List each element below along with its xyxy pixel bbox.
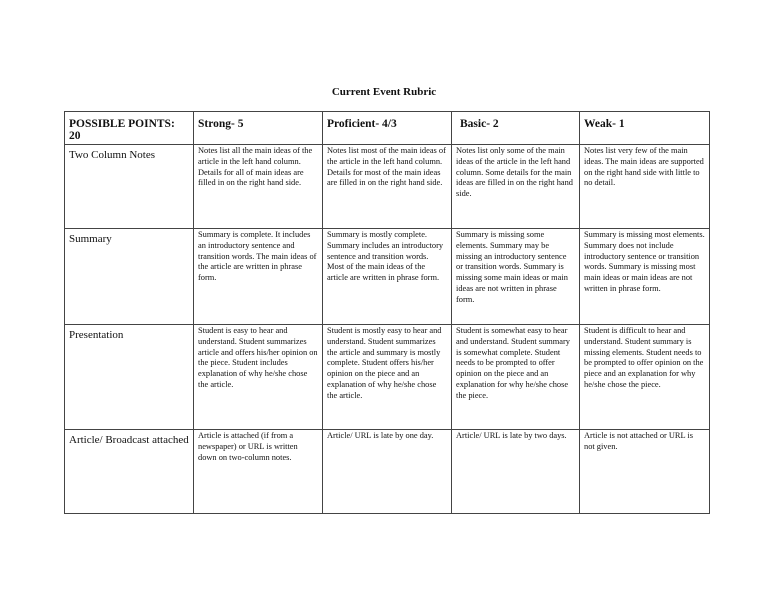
basic-cell: Notes list only some of the main ideas of the article in the left hand column. Some details for the main ideas are filled in on the right hand side. [452, 145, 580, 229]
criterion-cell: Article/ Broadcast attached [65, 430, 194, 514]
table-row [65, 145, 710, 229]
basic-cell: Summary is missing some elements. Summary may be missing an introductory sentence or transition words. Summary is missing some main ideas or main ideas are not written in phrase form. [452, 229, 580, 325]
strong-cell: Summary is complete. It includes an introductory sentence and transition words. The main ideas of the article are written in phrase form. [194, 229, 323, 325]
weak-cell: Student is difficult to hear and understand. Student summary is missing elements. Student needs to be prompted to offer opinion on the piece and an explanation for why he/she chose the piece. [580, 325, 710, 430]
basic-cell: Article/ URL is late by two days. [452, 430, 580, 514]
header-basic: Basic- 2 [452, 112, 580, 145]
proficient-cell: Summary is mostly complete. Summary includes an introductory sentence and transition words. Most of the main ideas of the article are written in phrase form. [323, 229, 452, 325]
criterion-cell: Summary [65, 229, 194, 325]
weak-cell: Article is not attached or URL is not given. [580, 430, 710, 514]
criterion-cell: Presentation [65, 325, 194, 430]
strong-cell: Notes list all the main ideas of the article in the left hand column. Details for all of main ideas are filled in on the right hand side. [194, 145, 323, 229]
proficient-cell: Article/ URL is late by one day. [323, 430, 452, 514]
header-row [65, 112, 710, 145]
strong-cell: Article is attached (if from a newspaper) or URL is written down on two-column notes. [194, 430, 323, 514]
criterion-cell: Two Column Notes [65, 145, 194, 229]
header-strong: Strong- 5 [194, 112, 323, 145]
page-title: Current Event Rubric [331, 86, 437, 98]
basic-cell: Student is somewhat easy to hear and understand. Student summary is somewhat complete. Student needs to be prompted to offer opinion on the piece and an explanation for why he/she chose the piece. [452, 325, 580, 430]
table-row [65, 325, 710, 430]
proficient-cell: Student is mostly easy to hear and understand. Student summarizes the article and summary is mostly complete. Student offers his/her opinion on the piece and an explanation of why he/she chose the article. [323, 325, 452, 430]
table-row [65, 229, 710, 325]
weak-cell: Notes list very few of the main ideas. The main ideas are supported on the right hand side with little to no detail. [580, 145, 710, 229]
header-weak: Weak- 1 [580, 112, 710, 145]
header-possible-points: POSSIBLE POINTS: 20 [65, 112, 194, 145]
weak-cell: Summary is missing most elements. Summary does not include introductory sentence or transition words. Summary is missing most main ideas or main ideas are not written in phrase form. [580, 229, 710, 325]
header-proficient: Proficient- 4/3 [323, 112, 452, 145]
rubric-table [64, 111, 710, 514]
table-row [65, 430, 710, 514]
proficient-cell: Notes list most of the main ideas of the article in the left hand column. Details for most of the main ideas are filled in on the right hand side. [323, 145, 452, 229]
strong-cell: Student is easy to hear and understand. Student summarizes article and offers his/her opinion on the piece. Student includes explanation of why he/she chose the article. [194, 325, 323, 430]
